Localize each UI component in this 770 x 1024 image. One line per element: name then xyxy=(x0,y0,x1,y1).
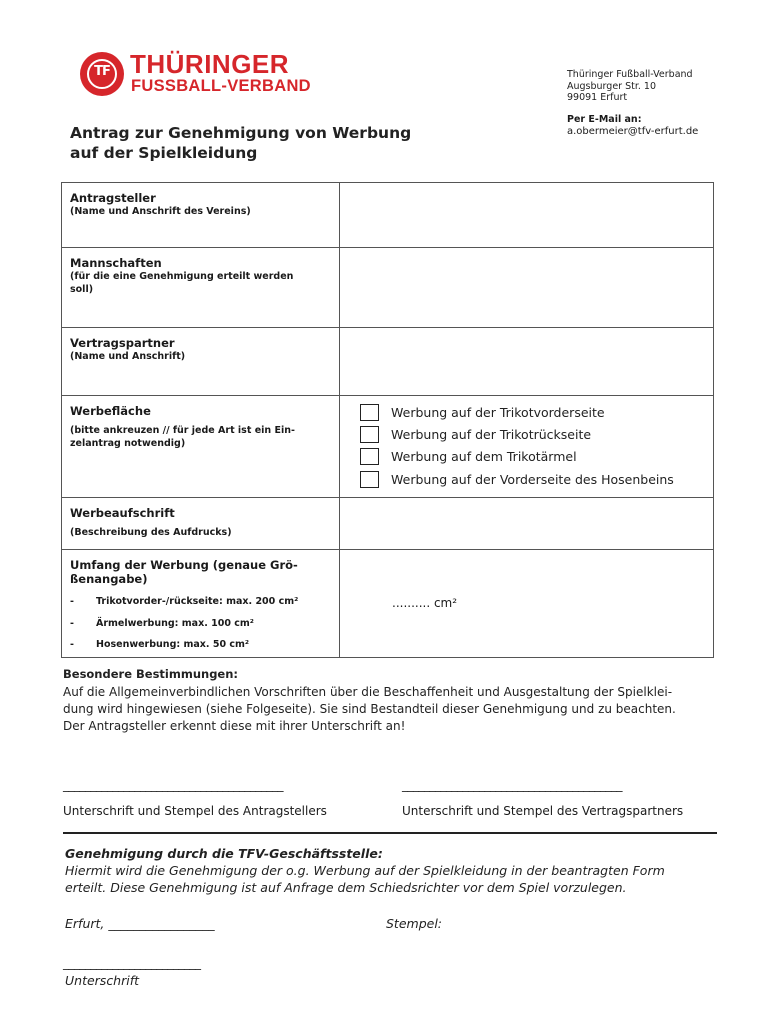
form-label-cell: Umfang der Werbung (genaue Grö- ßenangabe) - Trikotvorder-/rückseite: max. 200 cm² - Ärmelwerbung: max. 100 cm² - Hosenwerbung: max. 50 cm² xyxy=(62,550,340,657)
signature-label-antragsteller: Unterschrift und Stempel des Antragstellers xyxy=(63,804,327,818)
checkbox-label: Werbung auf der Trikotrückseite xyxy=(391,427,592,442)
form-row-antragsteller xyxy=(62,183,713,248)
email-label: Per E-Mail an: xyxy=(567,114,642,125)
checkbox-label: Werbung auf dem Trikotärmel xyxy=(391,449,577,464)
logo-text-line2: FUSSBALL-VERBAND xyxy=(131,77,311,95)
checkbox[interactable] xyxy=(360,426,379,443)
title-line: auf der Spielkleidung xyxy=(70,144,258,162)
stempel-label: Stempel: xyxy=(386,916,443,931)
address-line: Augsburger Str. 10 xyxy=(567,80,657,92)
paragraph-line: Der Antragsteller erkennt diese mit ihrer Unterschrift an! xyxy=(63,719,406,733)
application-form xyxy=(61,182,714,658)
title-line: Antrag zur Genehmigung von Werbung xyxy=(70,124,412,142)
paragraph-line: erteilt. Diese Genehmigung ist auf Anfrage dem Schiedsrichter vor dem Spiel vorzulegen. xyxy=(65,880,627,895)
field-label: Antragsteller xyxy=(70,191,156,205)
field-hint: (bitte ankreuzen // für jede Art ist ein Ein- xyxy=(70,425,295,436)
werbeaufschrift-field[interactable] xyxy=(340,498,713,549)
form-row-vertragspartner xyxy=(62,328,713,396)
field-hint: (Name und Anschrift) xyxy=(70,351,186,362)
form-label-cell xyxy=(62,248,340,327)
form-row-mannschaften xyxy=(62,248,713,328)
checkbox-label: Werbung auf der Trikotvorderseite xyxy=(391,405,605,420)
field-label: Umfang der Werbung (genaue Grö- xyxy=(70,558,298,572)
size-value-field[interactable]: .......... cm² xyxy=(392,596,458,610)
email-address: a.obermeier@tfv-erfurt.de xyxy=(567,126,699,137)
address-line: 99091 Erfurt xyxy=(567,92,628,103)
tfv-logo-mark xyxy=(80,52,124,96)
address-block xyxy=(567,69,693,104)
field-hint: zelantrag notwendig) xyxy=(70,438,186,449)
form-label-cell xyxy=(62,498,340,549)
field-hint: (Name und Anschrift des Vereins) xyxy=(70,206,251,217)
vertragspartner-field[interactable] xyxy=(340,328,713,395)
genehmigung-text xyxy=(65,862,665,896)
paragraph-line: dung wird hingewiesen (siehe Folgeseite). Sie sind Bestandteil dieser Genehmigung und zu beachten. xyxy=(63,702,676,716)
paragraph-line: Auf die Allgemeinverbindlichen Vorschriften über die Beschaffenheit und Ausgestaltung der Spielklei- xyxy=(63,685,673,699)
form-row-werbeaufschrift xyxy=(62,498,713,550)
bestimmungen-text xyxy=(63,684,676,735)
signature-label-vertragspartner: Unterschrift und Stempel des Vertragspartners xyxy=(402,804,684,818)
field-label: Vertragspartner xyxy=(70,336,175,350)
document-title xyxy=(70,123,411,163)
checkbox[interactable] xyxy=(360,404,379,421)
signature-line-antragsteller[interactable]: ________________________________________ xyxy=(63,778,283,792)
genehmigung-heading: Genehmigung durch die TFV-Geschäftsstelle: xyxy=(65,846,383,861)
checkbox[interactable] xyxy=(360,448,379,465)
signature-line-vertragspartner[interactable]: ________________________________________ xyxy=(402,778,622,792)
field-hint: (für die eine Genehmigung erteilt werden xyxy=(70,271,294,282)
erfurt-date-field[interactable]: Erfurt, _________________ xyxy=(65,916,215,931)
mannschaften-field[interactable] xyxy=(340,248,713,327)
logo-mark-text: TF xyxy=(94,64,110,79)
tfv-signature-line[interactable]: _________________________ xyxy=(63,956,201,970)
address-line: Thüringer Fußball-Verband xyxy=(567,69,693,80)
paragraph-line: Hiermit wird die Genehmigung der o.g. Werbung auf der Spielkleidung in der beantragten Form xyxy=(65,863,665,878)
form-label-cell xyxy=(62,183,340,247)
checkbox[interactable] xyxy=(360,471,379,488)
form-row-umfang xyxy=(62,550,713,657)
form-label-cell xyxy=(62,328,340,395)
form-row-werbeflaeche xyxy=(62,396,713,498)
antragsteller-field[interactable] xyxy=(340,183,713,247)
field-label: ßenangabe) xyxy=(70,572,148,586)
form-label-cell xyxy=(62,396,340,497)
field-label: Mannschaften xyxy=(70,256,162,270)
logo-text-line1: THÜRINGER xyxy=(130,49,290,79)
field-label: Werbeaufschrift xyxy=(70,506,175,520)
unterschrift-label: Unterschrift xyxy=(65,973,140,988)
field-label: Werbefläche xyxy=(70,404,151,418)
field-hint: soll) xyxy=(70,284,94,295)
bestimmungen-heading: Besondere Bestimmungen: xyxy=(63,667,239,681)
field-hint: (Beschreibung des Aufdrucks) xyxy=(70,527,232,538)
section-divider xyxy=(63,832,717,834)
checkbox-label: Werbung auf der Vorderseite des Hosenbeins xyxy=(391,472,674,487)
